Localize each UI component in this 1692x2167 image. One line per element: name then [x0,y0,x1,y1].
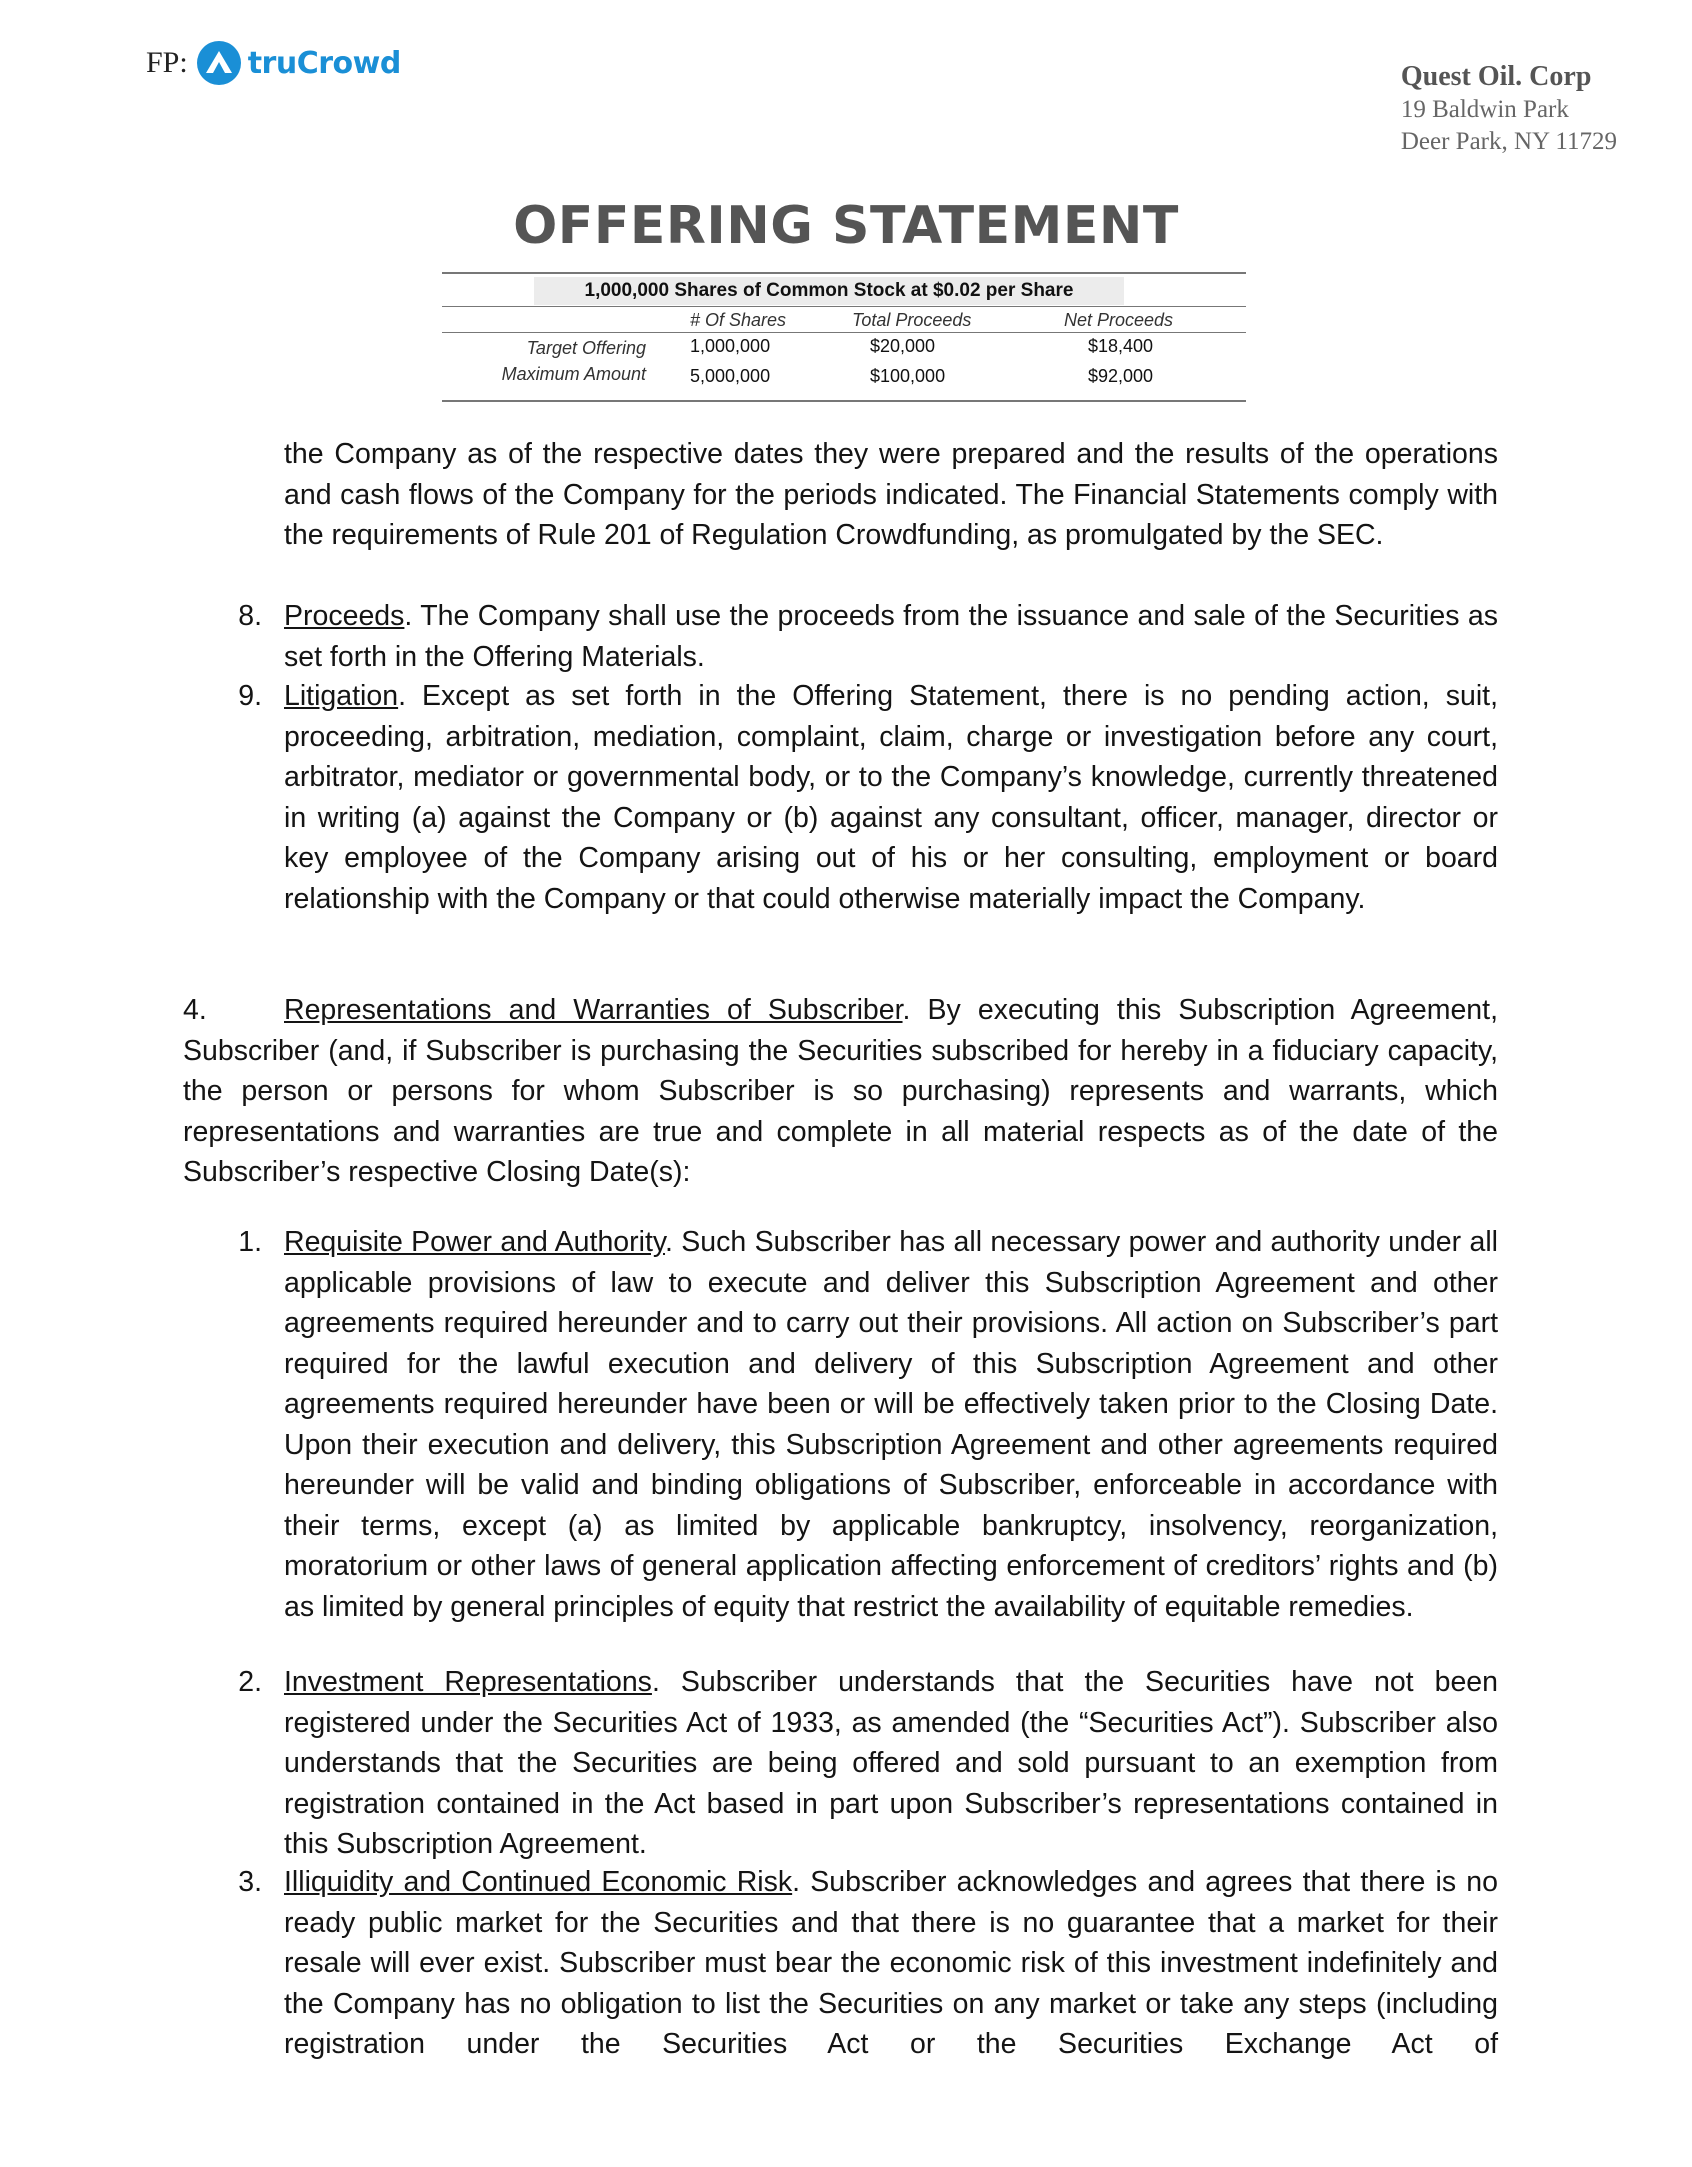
address-line-1: 19 Baldwin Park [1400,96,1569,123]
col-header-shares: # Of Shares [690,310,787,330]
item-number: 1. [238,1226,262,1258]
item-number: 2. [238,1666,262,1698]
item-text: . Subscriber understands that the Securities have not been registered under the Securities Act of 1933, as amended (the “Securities Act”). Subscriber also understands that the Securities are being offered and sold pursuant to an exemption from registration contained in the Act based in part upon Subscriber’s representations contained in this Subscription Agreement. [284,1666,1498,1860]
company-name: Quest Oil. Corp [1400,61,1592,92]
item-proceeds [284,596,1498,677]
row-shares: 1,000,000 [690,336,771,356]
item-title: Proceeds [284,600,405,632]
item-text: . Subscriber acknowledges and agrees that there is no ready public market for the Securities and that there is no guarantee that a market for their resale will ever exist. Subscriber must bear the economic risk of this investment indefinitely and the Company has no obligation to list the Securities on any market or take any steps (including registration under the Securities Act or the Securities Exchange Act of [284,1866,1498,2060]
item-number: 3. [238,1866,262,1898]
section-text: . By executing this Subscription Agreement, Subscriber (and, if Subscriber is purchasing the Securities subscribed for hereby in a fiduciary capacity, the person or persons for whom Subscriber is so purchasing) represents and warrants, which representations and warranties are true and complete in all material respects as of the date of the Subscriber’s respective Closing Date(s): [183,994,1498,1188]
brand-name: truCrowd [247,45,401,81]
row-total: $100,000 [870,366,946,386]
item-illiquidity [284,1862,1498,2065]
item-investment-representations [284,1662,1498,1865]
item-number: 8. [238,600,262,632]
trucrowd-mark-icon [196,40,242,86]
offering-title: OFFERING STATEMENT [513,196,1179,256]
section-title: Representations and Warranties of Subscriber [284,994,903,1026]
row-label: Target Offering [526,338,646,358]
continued-paragraph: the Company as of the respective dates they were prepared and the results of the operations and cash flows of the Company for the periods indicated. The Financial Statements comply with the requirements of Rule 201 of Regulation Crowdfunding, as promulgated by the SEC. [284,438,1498,551]
section-representations [183,990,1498,1193]
col-header-total: Total Proceeds [852,310,972,330]
row-net: $92,000 [1088,366,1154,386]
item-title: Investment Representations [284,1666,652,1698]
table-rule-bottom [442,400,1246,402]
item-title: Illiquidity and Continued Economic Risk [284,1866,793,1898]
section-number: 4. [183,994,207,1026]
item-title: Litigation [284,680,399,712]
row-total: $20,000 [870,336,936,356]
row-shares: 5,000,000 [690,366,771,386]
row-label: Maximum Amount [501,364,646,384]
item-text: . Except as set forth in the Offering Statement, there is no pending action, suit, proceeding, arbitration, mediation, complaint, claim, charge or investigation before any court, arbitrator, mediator or governmental body, or to the Company’s knowledge, currently threatened in writing (a) against the Company or (b) against any consultant, officer, manager, director or key employee of the Company arising out of his or her consulting, employment or board relationship with the Company or that could otherwise materially impact the Company. [284,680,1498,915]
fp-prefix: FP: [146,46,188,79]
item-requisite-power [284,1222,1498,1627]
table-rule-2 [442,306,1246,307]
item-text: . The Company shall use the proceeds from the issuance and sale of the Securities as set forth in the Offering Materials. [284,600,1498,673]
table-rule-3 [442,332,1246,333]
address-line-2: Deer Park, NY 11729 [1400,128,1617,155]
col-header-net: Net Proceeds [1064,310,1174,330]
offering-subtitle: 1,000,000 Shares of Common Stock at $0.02 per Share [534,277,1124,305]
item-number: 9. [238,680,262,712]
item-litigation [284,676,1498,919]
trucrowd-logo [146,38,401,88]
item-text: . Such Subscriber has all necessary power and authority under all applicable provisions of law to execute and deliver this Subscription Agreement and other agreements required hereunder and to carry out their provisions. All action on Subscriber’s part required for the lawful execution and delivery of this Subscription Agreement and other agreements required hereunder have been or will be effectively taken prior to the Closing Date. Upon their execution and delivery, this Subscription Agreement and other agreements required hereunder will be valid and binding obligations of Subscriber, enforceable in accordance with their terms, except (a) as limited by applicable bankruptcy, insolvency, reorganization, moratorium or other laws of general application affecting enforcement of creditors’ rights and (b) as limited by general principles of equity that restrict the availability of equitable remedies. [284,1226,1498,1623]
company-address-block [1401,60,1617,158]
table-rule-top [442,272,1246,274]
item-title: Requisite Power and Authority [284,1226,666,1258]
row-net: $18,400 [1088,336,1154,356]
